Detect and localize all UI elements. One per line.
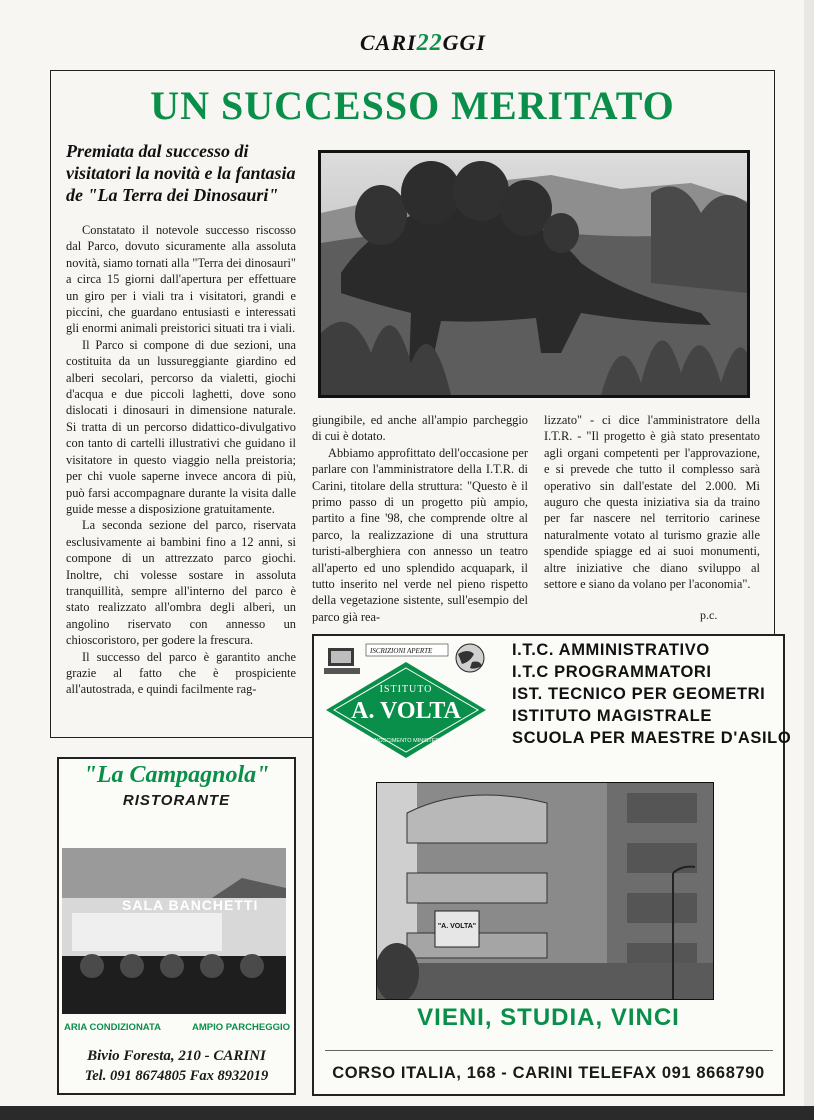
logo-bottom-text: RICONOSCIMENTO MINISTERIALE (360, 738, 452, 744)
computer-icon (324, 648, 360, 674)
article-subhead: Premiata dal successo di visitatori la novità e la fantasia de "La Terra dei Dinosauri" (66, 141, 296, 205)
masthead-left: CARI (360, 30, 417, 55)
article-paragraph: lizzato" - ci dice l'amministratore della I.T.R. - "Il progetto è già stato presentato agli organi competenti per l'approvazione, e si prevede che tutto il complesso sarà operativo sin dall'estate del 2.000. Mi auguro che questa iniziativa sia da traino per far nascere nel territorio carinese naturalmente votato al turismo grazie alle spendide spiagge ed ai suoi monumenti, altre iniziative che diano sviluppo al settore e siano da volano per l'aconomia". (544, 413, 760, 592)
article-paragraph: Abbiamo approfittato dell'occasione per parlare con l'amministratore della I.T.R. di Carini, titolare della struttura: "Questo è il primo passo di un progetto più ampio, partito a fine '98, che comprende oltre al parco, la realizzazione di una struttura turisti-alberghiera con annesso un teatro all'aperto ed uno splendido acquapark, il tutto inserito nel verde nel pieno rispetto della vegetazione sistente, sull'esempio del parco già rea- (312, 445, 528, 624)
course-item: ISTITUTO MAGISTRALE (512, 707, 712, 725)
campagnola-feature-parking: AMPIO PARCHEGGIO (192, 1022, 290, 1033)
article-headline: UN SUCCESSO MERITATO (150, 83, 675, 128)
article-paragraph: Constatato il notevole successo riscosso dal Parco, dovuto sicuramente alla assoluta novità, siamo tornati alla "Terra dei dinosauri" a circa 15 giorni dall'apertura per effettuare un giro per i viali tra i visitatori, grandi e piccini, che guardano entusiasti e interessati gli enormi animali preistorici situati tra i viali. (66, 223, 296, 336)
course-item: I.T.C PROGRAMMATORI (512, 663, 712, 681)
photo-sign-text: SALA BANCHETTI (122, 897, 259, 913)
page-edge (804, 0, 814, 1120)
restaurant-photo-illustration (62, 848, 286, 1014)
campagnola-address: Bivio Foresta, 210 - CARINI (87, 1048, 266, 1064)
article-paragraph: Il Parco si compone di due sezioni, una costituita da un lussureggiante giardino ed alberi secolari, percorso da vialetti, giochi d'acqua e due piccoli laghetti, dove sono dislocati i dinosauri in dimensione naturale. Si tratta di un percorso didattico-divulgativo con tanto di cartelli illustrativi che guidano il visitatore in questo viaggio nella preistoria; per chi vuole saperne invece ancora di più, può farsi accompagnare durante la visita dalle guide messe a disposizione gratuitamente. (66, 337, 296, 516)
volta-address: CORSO ITALIA, 168 - CARINI TELEFAX 091 8668790 (332, 1064, 765, 1082)
course-item: I.T.C. AMMINISTRATIVO (512, 641, 710, 659)
building-sign-text: "A. VOLTA" (437, 923, 477, 930)
article-paragraph: Il successo del parco è garantito anche grazie al fatto che è prospiciente all'autostrada, e quindi facilmente rag- (66, 649, 296, 697)
article-column-2 (312, 412, 528, 625)
article-paragraph: La seconda sezione del parco, riservata esclusivamente ai bambini fino a 12 anni, si compone di un attrezzato parco giochi. Inoltre, chi volesse sostare in assoluta tranquillità, sempre all'interno del parco è stato realizzato all'ombra degli alberi, un angolino riservato con annesso un chioscoristoro, per godere la frescura. (66, 518, 296, 648)
school-building-photo (376, 782, 714, 1000)
article-paragraph: giungibile, ed anche all'ampio parcheggio di cui è dotato. (312, 413, 528, 444)
course-item: IST. TECNICO PER GEOMETRI (512, 685, 766, 703)
campagnola-feature-aircon: ARIA CONDIZIONATA (64, 1022, 161, 1033)
globe-icon (456, 644, 484, 672)
masthead (360, 30, 520, 60)
dinosaur-photo (318, 150, 750, 398)
course-item: SCUOLA PER MAESTRE D'ASILO (512, 729, 792, 747)
logo-top-text: ISCRIZIONI APERTE (370, 647, 433, 655)
article-column-1 (66, 222, 296, 698)
campagnola-subtitle: RISTORANTE (122, 792, 231, 809)
masthead-right: GGI (442, 30, 486, 55)
campagnola-phone: Tel. 091 8674805 Fax 8932019 (84, 1068, 269, 1084)
logo-small-text: ISTITUTO (379, 684, 433, 695)
article-signature: p.c. (700, 608, 718, 622)
school-building-illustration (377, 783, 714, 1000)
dinosaur-photo-illustration (321, 153, 747, 395)
volta-logo (322, 642, 490, 758)
masthead-page-number: 22 (416, 30, 443, 56)
restaurant-photo (62, 848, 286, 1014)
volta-slogan: VIENI, STUDIA, VINCI (417, 1004, 680, 1031)
campagnola-title: "La Campagnola" (83, 762, 270, 788)
logo-name-text: A. VOLTA (351, 698, 461, 724)
divider (325, 1050, 773, 1051)
article-column-3 (544, 412, 760, 592)
volta-logo-graphic (322, 642, 490, 758)
page-bottom-edge (0, 1106, 814, 1120)
